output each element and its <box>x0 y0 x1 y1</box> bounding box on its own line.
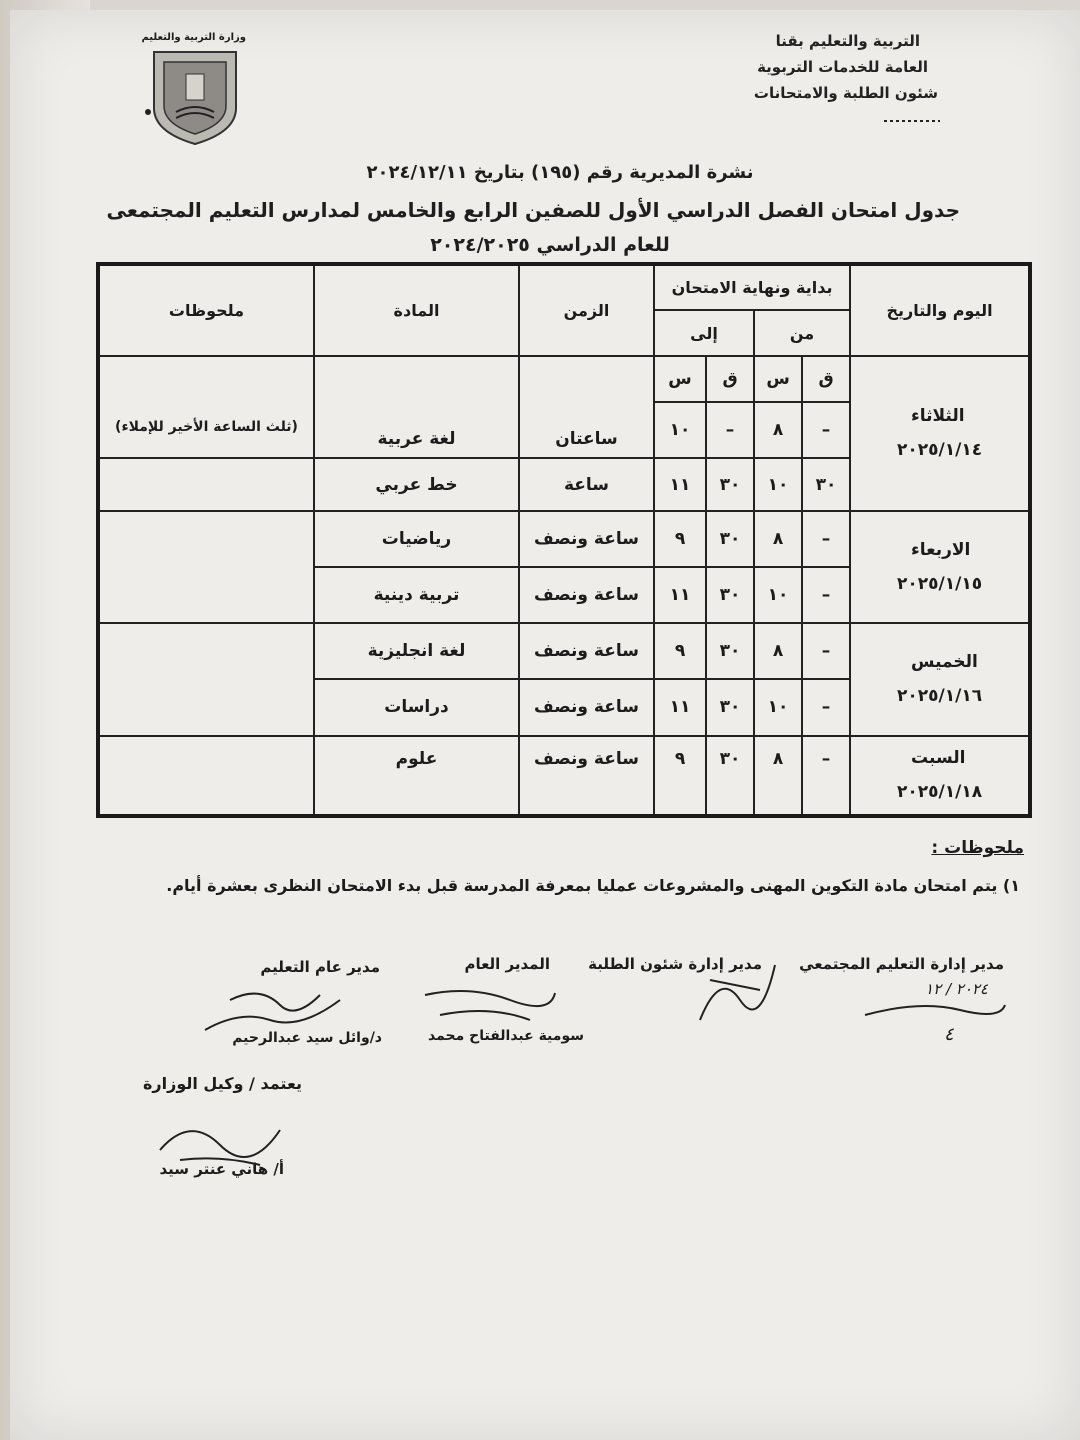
letterhead-line-3: شئون الطلبة والامتحانات <box>753 84 938 102</box>
from-minute-cell: – <box>802 679 850 735</box>
approval-title: يعتمد / وكيل الوزارة <box>142 1074 302 1093</box>
header-notes: ملحوظات <box>98 264 314 356</box>
subheader-hour-from: س <box>754 356 802 402</box>
day-name: الثلاثاء <box>911 406 965 427</box>
subject-cell: تربية دينية <box>314 567 519 623</box>
academic-year: للعام الدراسي ٢٠٢٤/٢٠٢٥ <box>430 234 670 256</box>
to-hour-cell: ٩ <box>654 736 706 816</box>
duration-cell: ساعة ونصف <box>519 679 654 735</box>
day-date: ٢٠٢٥/١/١٤ <box>897 440 983 461</box>
day-date: ٢٠٢٥/١/١٨ <box>897 782 983 803</box>
subject-cell: لغة انجليزية <box>314 623 519 679</box>
signature-scribble-approval <box>150 1110 300 1170</box>
day-cell-saturday <box>850 736 1030 816</box>
to-hour-cell: ١٠ <box>654 402 706 458</box>
duration-cell: ساعة ونصف <box>519 623 654 679</box>
header-duration: الزمن <box>519 264 654 356</box>
dotted-underline <box>882 116 942 126</box>
notes-heading: ملحوظات : <box>931 838 1024 858</box>
note-cell <box>98 623 314 735</box>
note-cell <box>98 458 314 510</box>
subject-cell: علوم <box>314 736 519 816</box>
day-date: ٢٠٢٥/١/١٦ <box>897 686 983 707</box>
from-hour-cell: ١٠ <box>754 567 802 623</box>
note-cell <box>98 736 314 816</box>
from-minute-cell: – <box>802 402 850 458</box>
day-cell-wednesday <box>850 511 1030 623</box>
day-name: السبت <box>911 748 966 769</box>
from-minute-cell: – <box>802 736 850 816</box>
header-to: إلى <box>654 310 754 356</box>
letterhead-line-1: التربية والتعليم بقنا <box>775 32 920 50</box>
to-minute-cell: ٣٠ <box>706 623 754 679</box>
from-minute-cell: ٣٠ <box>802 458 850 510</box>
day-cell-tuesday <box>850 356 1030 511</box>
to-hour-cell: ١١ <box>654 567 706 623</box>
subheader-minute-to: ق <box>706 356 754 402</box>
to-minute-cell: ٣٠ <box>706 458 754 510</box>
to-hour-cell: ٩ <box>654 623 706 679</box>
to-minute-cell: – <box>706 402 754 458</box>
subject-cell: لغة عربية <box>314 356 519 458</box>
from-hour-cell: ١٠ <box>754 679 802 735</box>
duration-cell: ساعتان <box>519 356 654 458</box>
handwritten-date-note: ٢٠٢٤ / ١٢ <box>925 980 988 998</box>
duration-cell: ساعة ونصف <box>519 567 654 623</box>
exam-schedule-table <box>96 262 1032 818</box>
signature-title-education-director: مدير عام التعليم <box>260 958 380 976</box>
day-name: الخميس <box>911 652 978 673</box>
schedule-title: جدول امتحان الفصل الدراسي الأول للصفين الرابع والخامس لمدارس التعليم المجتمعى <box>106 198 960 222</box>
header-day-date: اليوم والتاريخ <box>850 264 1030 356</box>
signature-scribble-community-ed <box>860 985 1010 1025</box>
ministry-emblem-icon <box>140 30 250 150</box>
note-cell: (ثلث الساعة الأخير للإملاء) <box>98 356 314 458</box>
to-minute-cell: ٣٠ <box>706 511 754 567</box>
duration-cell: ساعة ونصف <box>519 736 654 816</box>
signature-name-education-director: د/وائل سيد عبدالرحيم <box>232 1030 382 1046</box>
to-hour-cell: ٩ <box>654 511 706 567</box>
ministry-logo <box>140 30 250 150</box>
subject-cell: دراسات <box>314 679 519 735</box>
header-start-end: بداية ونهاية الامتحان <box>654 264 850 310</box>
to-hour-cell: ١١ <box>654 679 706 735</box>
from-minute-cell: – <box>802 567 850 623</box>
from-hour-cell: ٨ <box>754 623 802 679</box>
subject-cell: خط عربي <box>314 458 519 510</box>
subheader-minute-from: ق <box>802 356 850 402</box>
letterhead-line-2: العامة للخدمات التربوية <box>757 58 928 76</box>
day-cell-thursday <box>850 623 1030 735</box>
subject-cell: رياضيات <box>314 511 519 567</box>
signature-title-general-director: المدير العام <box>464 955 550 973</box>
to-hour-cell: ١١ <box>654 458 706 510</box>
to-minute-cell: ٣٠ <box>706 567 754 623</box>
from-minute-cell: – <box>802 511 850 567</box>
duration-cell: ساعة <box>519 458 654 510</box>
from-minute-cell: – <box>802 623 850 679</box>
subheader-hour-to: س <box>654 356 706 402</box>
signature-name-general-director: سومية عبدالفتاح محمد <box>428 1028 584 1044</box>
note-cell <box>98 511 314 623</box>
bulletin-number: نشرة المديرية رقم (١٩٥) بتاريخ ٢٠٢٤/١٢/١١ <box>366 162 754 183</box>
signature-scribble-student-affairs <box>690 960 780 1030</box>
signature-scribble-education-director <box>200 980 350 1040</box>
from-hour-cell: ٨ <box>754 402 802 458</box>
from-hour-cell: ٨ <box>754 736 802 816</box>
logo-caption: وزارة التربية والتعليم <box>141 32 246 43</box>
signature-scribble-general-director <box>420 985 560 1030</box>
day-date: ٢٠٢٥/١/١٥ <box>897 573 983 594</box>
handwritten-mark: ٤ <box>944 1024 954 1045</box>
signature-title-community-ed: مدير إدارة التعليم المجتمعي <box>799 955 1004 973</box>
from-hour-cell: ١٠ <box>754 458 802 510</box>
signature-title-student-affairs: مدير إدارة شئون الطلبة <box>588 955 762 973</box>
to-minute-cell: ٣٠ <box>706 679 754 735</box>
duration-cell: ساعة ونصف <box>519 511 654 567</box>
from-hour-cell: ٨ <box>754 511 802 567</box>
header-from: من <box>754 310 850 356</box>
header-subject: المادة <box>314 264 519 356</box>
notes-item-1: ١) يتم امتحان مادة التكوين المهنى والمشروعات عمليا بمعرفة المدرسة قبل بدء الامتحان النظرى بعشرة أيام. <box>166 876 1020 895</box>
approval-name: أ/ هاني عنتر سيد <box>159 1160 284 1178</box>
day-name: الاربعاء <box>911 539 971 560</box>
to-minute-cell: ٣٠ <box>706 736 754 816</box>
